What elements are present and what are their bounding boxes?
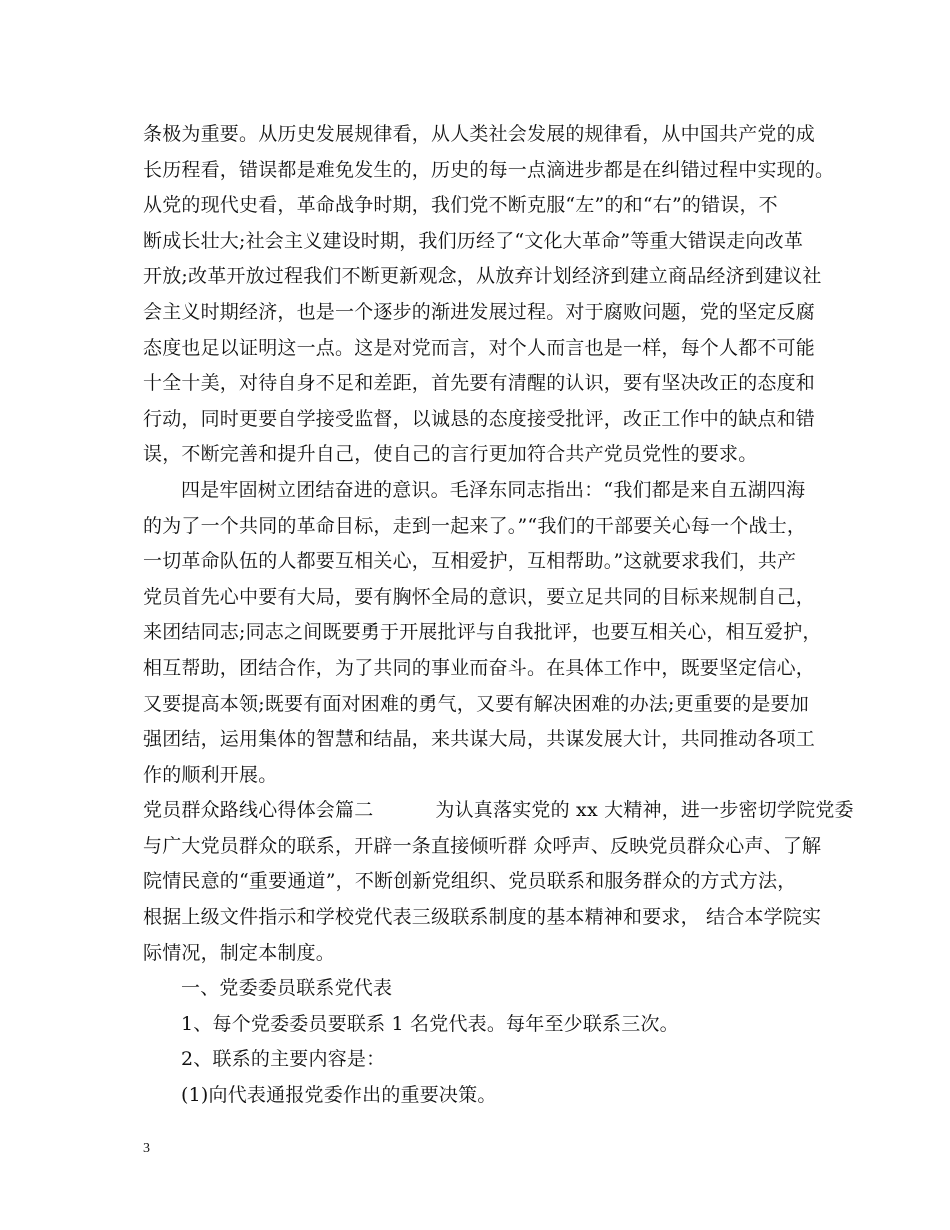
page-number: 3 [143,1141,150,1156]
section-line: 际情况，制定本制度。 [143,941,336,964]
document-body [143,117,854,1114]
section-line: 与广大党员群众的联系，开辟一条直接倾听群 众呼声、反映党员群众心声、了解 [143,834,822,857]
paragraph-line: 作的顺利开展。 [143,763,278,786]
paragraph-line: 十全十美，对待自身不足和差距，首先要有清醒的认识，要有坚决改正的态度和 [143,372,816,395]
paragraph-line: 会主义时期经济，也是一个逐步的渐进发展过程。对于腐败问题，党的坚定反腐 [143,300,816,323]
paragraph-line: 相互帮助，团结合作，为了共同的事业而奋斗。在具体工作中，既要坚定信心， [143,656,816,679]
section-line: 根据上级文件指示和学校党代表三级联系制度的基本精神和要求， 结合本学院实 [143,906,822,929]
paragraph-line: 态度也足以证明这一点。这是对党而言，对个人而言也是一样，每个人都不可能 [143,336,816,359]
list-heading: 一、党委委员联系党代表 [181,977,393,1000]
paragraph-line: 四是牢固树立团结奋进的意识。毛泽东同志指出：“我们都是来自五湖四海 [181,478,806,501]
paragraph-line: 从党的现代史看，革命战争时期，我们党不断克服“左”的和“右”的错误，不 [143,194,778,217]
paragraph-line: 开放;改革开放过程我们不断更新观念，从放弃计划经济到建立商品经济到建议社 [143,265,822,288]
section-line: 院情民意的“重要通道”，不断创新党组织、党员联系和服务群众的方式方法， [143,870,797,893]
paragraph-line: 断成长壮大;社会主义建设时期，我们历经了“文化大革命”等重大错误走向改革 [143,229,804,252]
list-item: 1、每个党委委员要联系 1 名党代表。每年至少联系三次。 [181,1012,679,1035]
paragraph-line: 强团结，运用集体的智慧和结晶，来共谋大局，共谋发展大计，共同推动各项工 [143,728,816,751]
paragraph-line: 来团结同志;同志之间既要勇于开展批评与自我批评，也要互相关心，相互爱护， [143,621,822,644]
section-heading-text: 为认真落实党的 xx 大精神，进一步密切学院党委 [435,799,854,822]
paragraph-line: 党员首先心中要有大局，要有胸怀全局的意识，要立足共同的目标来规制自己， [143,585,816,608]
section-heading-title: 党员群众路线心得体会篇二 [143,799,374,822]
paragraph-line: 一切革命队伍的人都要互相关心，互相爱护，互相帮助。”这就要求我们，共产 [143,550,797,573]
paragraph-line: 又要提高本领;既要有面对困难的勇气，又要有解决困难的办法;更重要的是要加 [143,692,810,715]
list-item: (1)向代表通报党委作出的重要决策。 [181,1084,497,1107]
paragraph-line: 长历程看，错误都是难免发生的，历史的每一点滴进步都是在纠错过程中实现的。 [143,158,835,181]
paragraph-line: 条极为重要。从历史发展规律看，从人类社会发展的规律看，从中国共产党的成 [143,123,816,145]
list-item: 2、联系的主要内容是： [181,1048,386,1071]
paragraph-line: 误，不断完善和提升自己，使自己的言行更加符合共产党员党性的要求。 [143,443,758,466]
section-heading-line [143,793,854,829]
paragraph-line: 的为了一个共同的革命目标，走到一起来了。”“我们的干部要关心每一个战士， [143,514,807,537]
paragraph-line: 行动，同时更要自学接受监督，以诚恳的态度接受批评，改正工作中的缺点和错 [143,407,816,430]
